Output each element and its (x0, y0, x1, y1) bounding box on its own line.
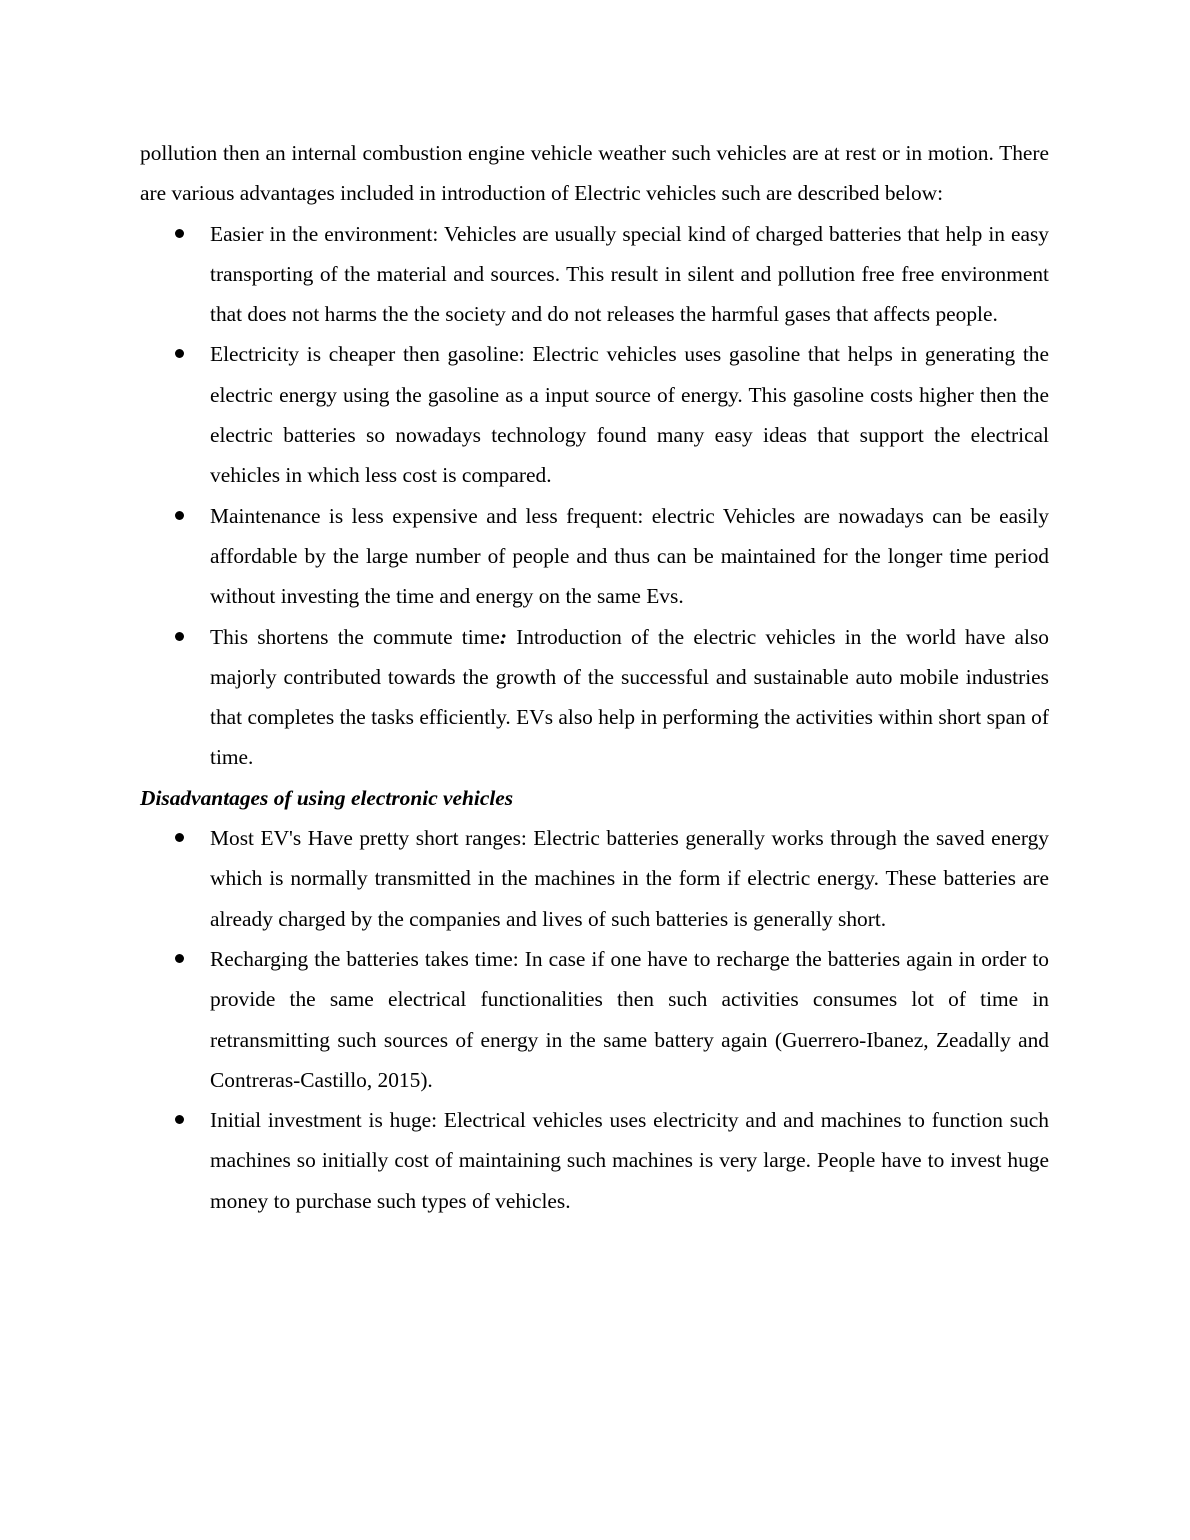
list-item (140, 1100, 1049, 1221)
bullet-icon (175, 1115, 184, 1124)
list-item-lead: This shortens the commute time (210, 624, 500, 649)
list-item-text: Maintenance is less expensive and less frequent: electric Vehicles are nowadays can be easily affordable by the large number of people and thus can be maintained for the longer time period without investing the time and energy on the same Evs. (210, 503, 1049, 609)
list-item-colon: : (499, 624, 507, 649)
list-item (140, 939, 1049, 1100)
bullet-icon (175, 511, 184, 520)
bullet-icon (175, 349, 184, 358)
disadvantages-list (140, 818, 1049, 1221)
advantages-list (140, 214, 1049, 778)
list-item-text: Initial investment is huge: Electrical vehicles uses electricity and and machines to function such machines so initially cost of maintaining such machines is very large. People have to invest huge money to purchase such types of vehicles. (210, 1108, 1049, 1213)
list-item (140, 617, 1049, 778)
section-heading: Disadvantages of using electronic vehicles (140, 785, 514, 810)
list-item-text: Most EV's Have pretty short ranges: Electric batteries generally works through the saved energy which is normally transmitted in the machines in the form if electric energy. These batteries are already charged by the companies and lives of such batteries is generally short. (210, 826, 1049, 931)
list-item (140, 818, 1049, 939)
list-item-text: Easier in the environment: Vehicles are usually special kind of charged batteries that help in easy transporting of the material and sources. This result in silent and pollution free free environment that does not harms the the society and do not releases the harmful gases that affects people. (210, 221, 1049, 327)
bullet-icon (175, 833, 184, 842)
list-item-text: Recharging the batteries takes time: In case if one have to recharge the batteries again in order to provide the same electrical functionalities then such activities consumes lot of time in retransmitting such sources of energy in the same battery again (Guerrero-Ibanez, Zeadally and Contreras-Castillo, 2015). (210, 946, 1049, 1092)
list-item-text: Electricity is cheaper then gasoline: Electric vehicles uses gasoline that helps in generating the electric energy using the gasoline as a input source of energy. This gasoline costs higher then the electric batteries so nowadays technology found many easy ideas that support the electrical vehicles in which less cost is compared. (210, 342, 1049, 488)
list-item (140, 214, 1049, 335)
bullet-icon (175, 229, 184, 238)
list-item (140, 334, 1049, 495)
intro-paragraph: pollution then an internal combustion engine vehicle weather such vehicles are at rest or in motion. There are various advantages included in introduction of Electric vehicles such are described below: (140, 141, 1049, 206)
list-item-text: Introduction of the electric vehicles in the world have also majorly contributed towards the growth of the successful and sustainable auto mobile industries that completes the tasks efficiently. EVs also help in performing the activities within short span of time. (210, 624, 1049, 770)
document-page (140, 133, 1049, 1221)
bullet-icon (175, 632, 184, 641)
list-item (140, 496, 1049, 617)
bullet-icon (175, 954, 184, 963)
